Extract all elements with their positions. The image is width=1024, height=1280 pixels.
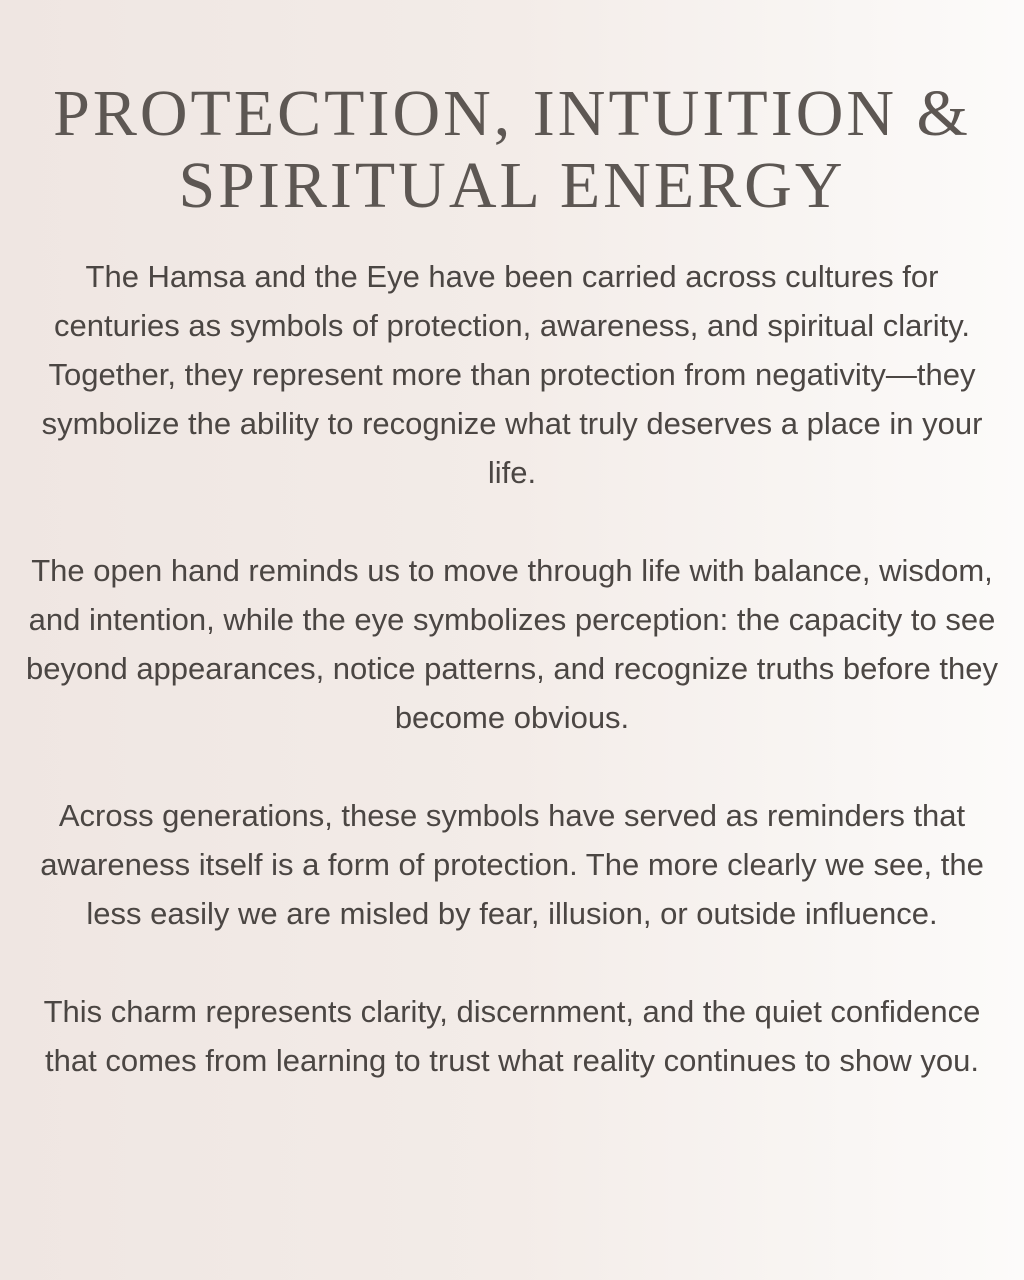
title-line-1: PROTECTION, INTUITION & [53,77,971,150]
paragraph-hamsa-eye-history: The Hamsa and the Eye have been carried across cultures for centuries as symbols of protection, awareness, and spiritual clarity. Together, they represent more than protection from negativity—they symbolize the ability to recognize what truly deserves a place in your life. [41,259,983,490]
title-line-2: SPIRITUAL ENERGY [178,149,846,222]
page-title [26,78,998,222]
paragraph-awareness-protection: Across generations, these symbols have served as reminders that awareness itself is a form of protection. The more clearly we see, the less easily we are misled by fear, illusion, or outside influence. [40,798,984,931]
paragraph-charm-meaning: This charm represents clarity, discernment, and the quiet confidence that comes from learning to trust what reality continues to show you. [43,994,981,1078]
body-text [26,252,998,1085]
paragraph-open-hand-meaning: The open hand reminds us to move through life with balance, wisdom, and intention, while the eye symbolizes perception: the capacity to see beyond appearances, notice patterns, and recognize truths before they become obvious. [26,553,998,735]
